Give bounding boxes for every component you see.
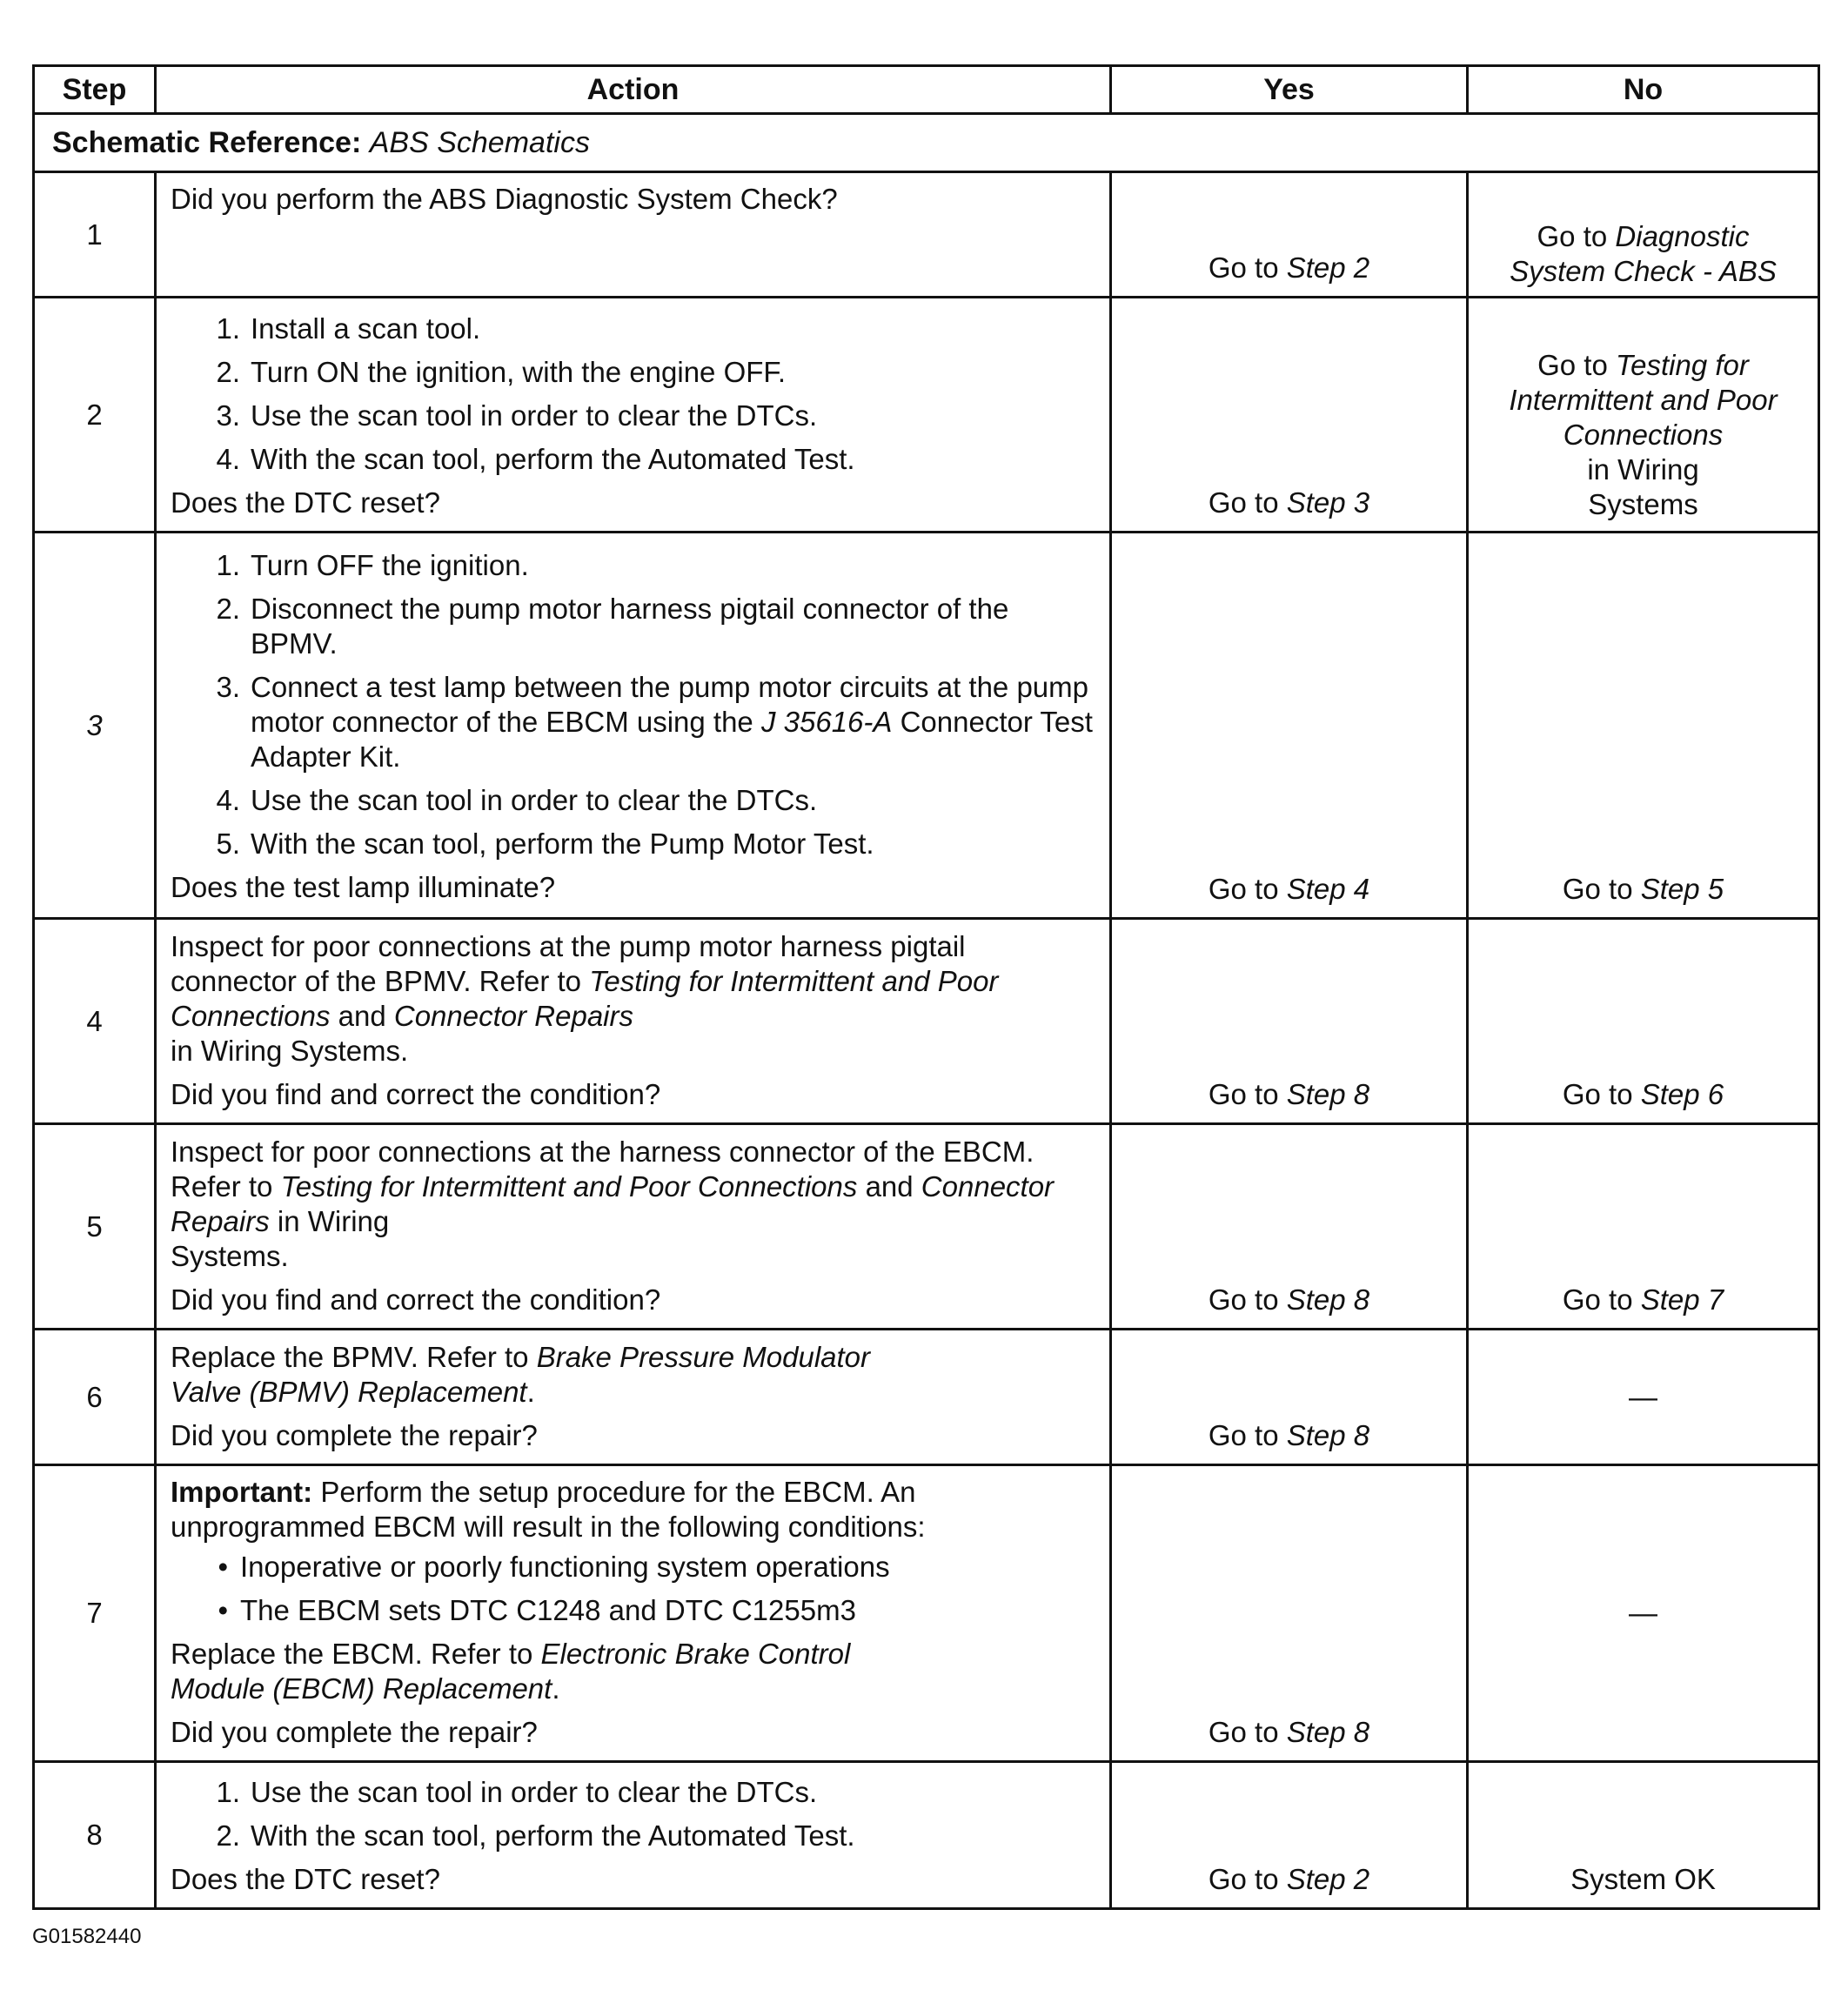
list-item: 1. Install a scan tool. (216, 312, 481, 345)
question: Did you perform the ABS Diagnostic System Check? (171, 183, 838, 215)
action-cell: Replace the BPMV. Refer to Brake Pressure Modulator Valve (BPMV) Replacement. Did you complete the repair? (156, 1330, 1111, 1465)
schematic-reference-row (34, 114, 1819, 172)
tool-reference: J 35616-A (760, 705, 893, 738)
list-item: 1. Turn OFF the ignition. (216, 548, 529, 581)
no-suffix: Systems (1588, 488, 1698, 520)
no-link[interactable]: Step 7 (1640, 1283, 1724, 1316)
list-item: 2. Disconnect the pump motor harness pigtail connector of the BPMV. (216, 592, 1009, 660)
table-row (34, 919, 1819, 1124)
go-to-label: Go to (1562, 1078, 1633, 1110)
list-item: • Inoperative or poorly functioning system operations (218, 1551, 890, 1583)
bullet-list (171, 1550, 1095, 1628)
action-text: Systems. (171, 1239, 289, 1272)
no-link[interactable]: System Check - ABS (1510, 255, 1777, 287)
question: Does the DTC reset? (171, 486, 440, 519)
action-text: Replace the EBCM. Refer to (171, 1638, 533, 1670)
action-cell (156, 298, 1111, 533)
yes-link[interactable]: Step 8 (1286, 1716, 1370, 1748)
go-to-label: Go to (1562, 1283, 1633, 1316)
question: Does the DTC reset? (171, 1863, 440, 1895)
step-number: 5 (34, 1124, 156, 1330)
list-item: 5. With the scan tool, perform the Pump Motor Test. (216, 827, 874, 860)
action-cell (156, 1124, 1111, 1330)
no-cell: — (1468, 1330, 1819, 1465)
step-number: 1 (34, 172, 156, 298)
no-link[interactable]: Diagnostic (1615, 220, 1750, 252)
step-number: 6 (34, 1330, 156, 1465)
list-item: 2. With the scan tool, perform the Automated Test. (216, 1819, 855, 1852)
go-to-label: Go to (1562, 873, 1633, 905)
list-item: 4. With the scan tool, perform the Automated Test. (216, 442, 855, 475)
list-item: 1. Use the scan tool in order to clear the DTCs. (216, 1776, 818, 1808)
important-label: Important: (171, 1476, 313, 1508)
reference-link[interactable]: Testing for Intermittent and Poor Connections (280, 1169, 858, 1203)
figure-id: G01582440 (32, 1925, 142, 1948)
step-number: 7 (34, 1465, 156, 1762)
list-item: 3. Use the scan tool in order to clear the DTCs. (216, 399, 818, 432)
table-row (34, 1465, 1819, 1762)
step-number: 2 (34, 298, 156, 533)
list-item: • The EBCM sets DTC C1248 and DTC C1255m3 (218, 1594, 856, 1626)
go-to-label: Go to (1208, 1078, 1279, 1110)
no-link[interactable]: Step 6 (1640, 1078, 1724, 1110)
no-cell (1468, 919, 1819, 1124)
yes-cell (1111, 1762, 1468, 1909)
yes-link[interactable]: Step 3 (1286, 486, 1370, 519)
reference-link[interactable]: Testing for Intermittent and Poor Connections (171, 964, 999, 1032)
no-cell (1468, 1124, 1819, 1330)
table-row (34, 1330, 1819, 1465)
reference-link[interactable]: Brake Pressure Modulator (536, 1340, 871, 1373)
list-item: 2. Turn ON the ignition, with the engine OFF. (216, 355, 787, 388)
instruction-list (171, 548, 1095, 861)
table-row (34, 1124, 1819, 1330)
no-link[interactable]: Connections (1563, 419, 1724, 451)
yes-cell (1111, 919, 1468, 1124)
action-cell (156, 1762, 1111, 1909)
action-text: Inspect for poor connections at the harness connector of the EBCM. Refer to (171, 1135, 1034, 1203)
no-cell: System OK (1468, 1762, 1819, 1909)
question: Did you complete the repair? (171, 1716, 538, 1748)
action-cell (156, 172, 1111, 298)
reference-link[interactable]: Electronic Brake Control (540, 1638, 851, 1670)
yes-cell (1111, 1124, 1468, 1330)
reference-link[interactable]: Valve (BPMV) Replacement (171, 1375, 527, 1408)
action-text: and (865, 1169, 914, 1203)
action-cell (156, 919, 1111, 1124)
table-row (34, 1762, 1819, 1909)
yes-cell (1111, 1465, 1468, 1762)
yes-link[interactable]: Step 8 (1286, 1419, 1370, 1451)
question: Did you find and correct the condition? (171, 1283, 661, 1316)
header-no: No (1468, 66, 1819, 114)
yes-cell (1111, 172, 1468, 298)
go-to-label: Go to (1537, 349, 1608, 381)
yes-cell (1111, 1330, 1468, 1465)
action-text: Replace the BPMV. Refer to (171, 1340, 529, 1373)
no-cell (1468, 172, 1819, 298)
reference-link[interactable]: Module (EBCM) Replacement (171, 1672, 552, 1705)
table-row (34, 533, 1819, 919)
action-text: in Wiring (277, 1204, 390, 1237)
no-cell (1468, 533, 1819, 919)
list-item: 3. Connect a test lamp between the pump motor circuits at the pump motor connector of the EBCM using the J 35616-A Connector Test Adapter Kit. (216, 670, 1093, 773)
go-to-label: Go to (1208, 873, 1279, 905)
table-row (34, 298, 1819, 533)
go-to-label: Go to (1208, 251, 1279, 284)
no-suffix: in Wiring (1587, 453, 1699, 486)
go-to-label: Go to (1208, 1419, 1279, 1451)
go-to-label: Go to (1208, 1716, 1279, 1748)
action-cell (156, 533, 1111, 919)
go-to-label: Go to (1537, 220, 1608, 252)
header-yes: Yes (1111, 66, 1468, 114)
yes-link[interactable]: Step 8 (1286, 1283, 1370, 1316)
yes-link[interactable]: Step 8 (1286, 1078, 1370, 1110)
go-to-label: Go to (1208, 1863, 1279, 1895)
important-text: Perform the setup procedure for the EBCM. An unprogrammed EBCM will result in the following conditions: (171, 1476, 926, 1543)
action-text: Inspect for poor connections at the pump motor harness pigtail connector of the BPMV. Refer to (171, 929, 966, 997)
table-header-row (34, 66, 1819, 114)
yes-link[interactable]: Step 2 (1286, 251, 1370, 284)
action-cell: Important: Perform the setup procedure for the EBCM. An unprogrammed EBCM will result in the following conditions: • Inoperative or poorly functioning system operations • The EBCM sets DTC C1248 and DTC C1255m3 Replace the EBCM. Refer to Electronic Brake Control Module (EBCM) Replacement. Did you complete the repair? (156, 1465, 1111, 1762)
table-row (34, 172, 1819, 298)
reference-link[interactable]: Connector Repairs (393, 999, 633, 1032)
go-to-label: Go to (1208, 1283, 1279, 1316)
no-link[interactable]: Testing for (1616, 349, 1749, 381)
question: Does the test lamp illuminate? (171, 870, 556, 903)
schematic-link[interactable]: ABS Schematics (369, 126, 590, 159)
yes-link[interactable]: Step 4 (1286, 873, 1370, 905)
step-number: 8 (34, 1762, 156, 1909)
no-link[interactable]: Intermittent and Poor (1509, 384, 1778, 416)
header-action: Action (156, 66, 1111, 114)
reference-link[interactable]: Connector Repairs (171, 1169, 1055, 1237)
no-cell (1468, 298, 1819, 533)
instruction-list (171, 1775, 1095, 1853)
header-step: Step (34, 66, 156, 114)
no-cell: — (1468, 1465, 1819, 1762)
instruction-list (171, 312, 1095, 477)
yes-cell (1111, 298, 1468, 533)
question: Did you find and correct the condition? (171, 1077, 661, 1110)
step-number: 3 (34, 533, 156, 919)
no-link[interactable]: Step 5 (1640, 873, 1724, 905)
question: Did you complete the repair? (171, 1418, 538, 1451)
list-item: 4. Use the scan tool in order to clear the DTCs. (216, 783, 818, 816)
action-text: in Wiring Systems. (171, 1034, 409, 1067)
diagnostic-table (32, 64, 1820, 1910)
yes-cell (1111, 533, 1468, 919)
schematic-label: Schematic Reference: (52, 126, 362, 159)
go-to-label: Go to (1208, 486, 1279, 519)
action-text: and (338, 999, 386, 1032)
step-number: 4 (34, 919, 156, 1124)
yes-link[interactable]: Step 2 (1286, 1863, 1370, 1895)
